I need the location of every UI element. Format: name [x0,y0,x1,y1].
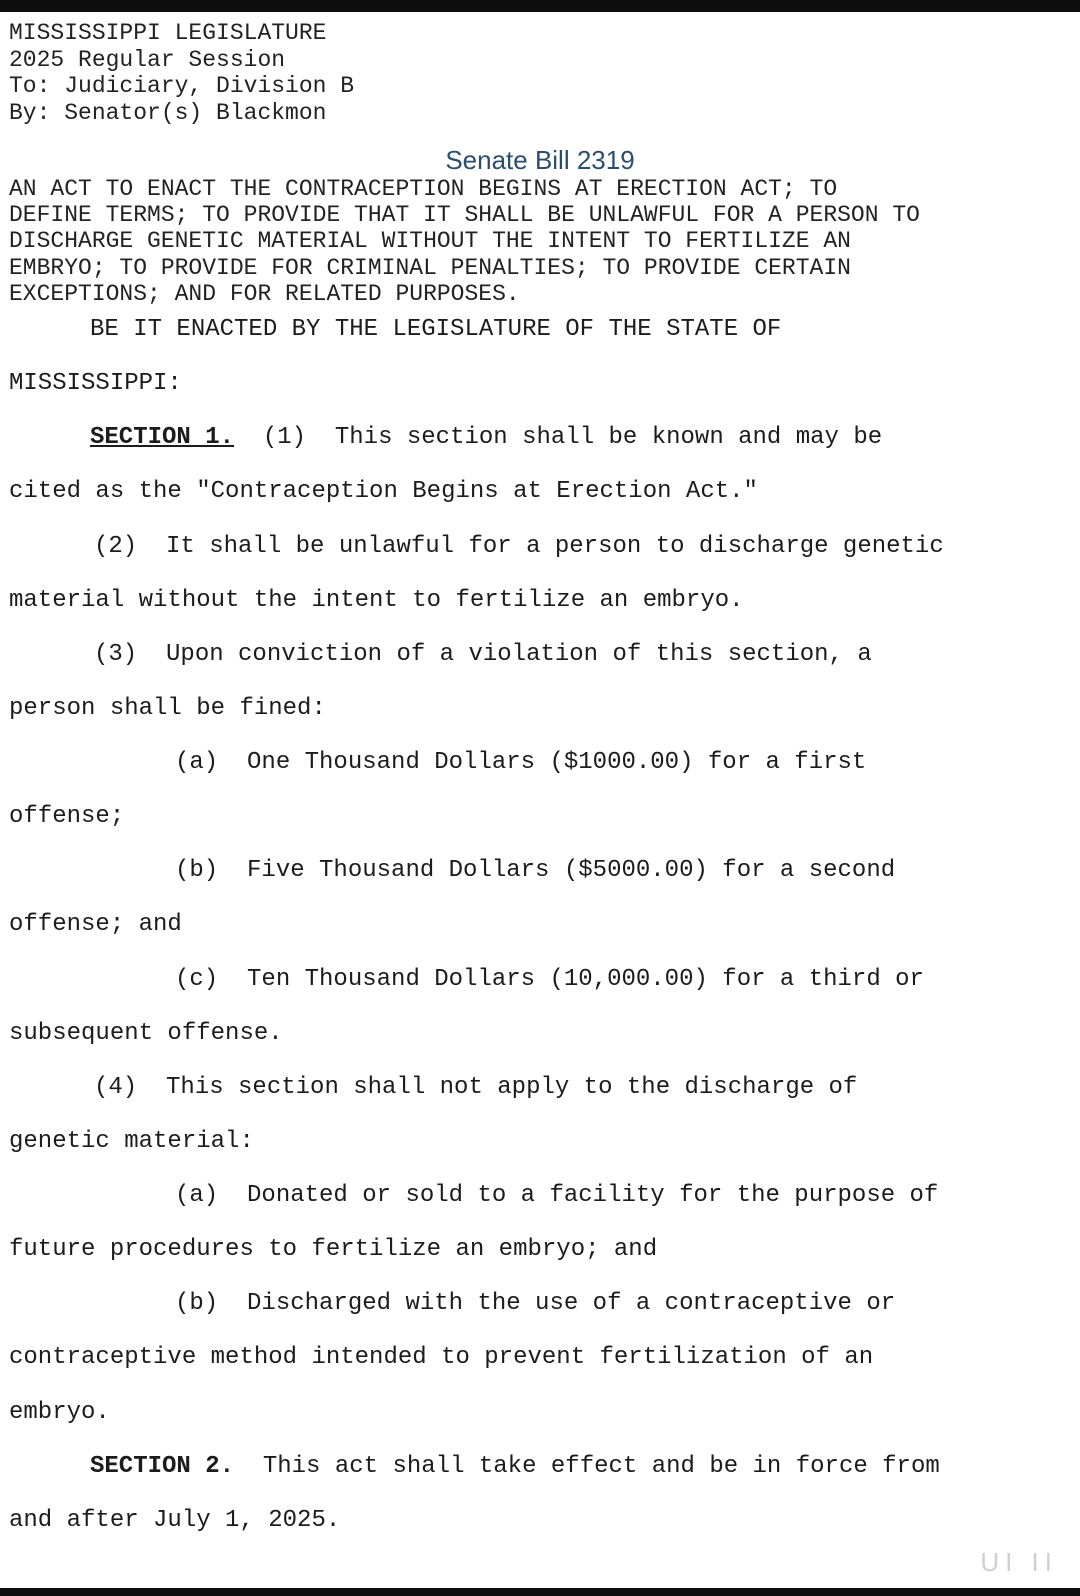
header-sponsor: By: Senator(s) Blackmon [9,99,327,126]
bill-title: Senate Bill 2319 [445,145,635,175]
subsection-4-line: (4) This section shall not apply to the discharge of [94,1074,858,1101]
penalty-a-line: (a) One Thousand Dollars ($1000.00) for a first [175,749,867,776]
penalty-b-line: (b) Five Thousand Dollars ($5000.00) for a second [175,857,896,884]
caption-line: EMBRYO; TO PROVIDE FOR CRIMINAL PENALTIES; TO PROVIDE CERTAIN [9,254,851,281]
enacting-clause-line: MISSISSIPPI: [9,370,182,397]
subsection-3-line: (3) Upon conviction of a violation of this section, a [94,641,872,668]
subsection-2-line: (2) It shall be unlawful for a person to discharge genetic [94,533,944,560]
watermark: UI II [980,1547,1058,1577]
subsection-4-line: genetic material: [9,1128,254,1155]
section-1-text: (1) This section shall be known and may be [262,424,883,451]
caption-line: EXCEPTIONS; AND FOR RELATED PURPOSES. [9,280,520,307]
enacting-clause-line: BE IT ENACTED BY THE LEGISLATURE OF THE STATE OF [90,316,782,343]
top-border [0,0,1080,12]
penalty-c-line: (c) Ten Thousand Dollars (10,000.00) for a third or [175,966,924,993]
penalty-a-line: offense; [9,803,125,830]
caption-line: DISCHARGE GENETIC MATERIAL WITHOUT THE INTENT TO FERTILIZE AN [9,228,851,255]
penalty-c-line: subsequent offense. [9,1020,283,1047]
document-header [9,20,354,126]
section-2-intro [90,1453,940,1481]
caption-line: AN ACT TO ENACT THE CONTRACEPTION BEGINS AT ERECTION ACT; TO [9,176,838,202]
section-1-heading: SECTION 1. [90,424,235,451]
subsection-2-line: material without the intent to fertilize an embryo. [9,587,744,614]
section-1-line: cited as the "Contraception Begins at Erection Act." [9,478,758,505]
penalty-b-line: offense; and [9,911,182,938]
exception-a-line: (a) Donated or sold to a facility for the purpose of [175,1182,939,1209]
section-2-heading: SECTION 2. [90,1453,235,1480]
header-committee: To: Judiciary, Division B [9,73,355,99]
exception-b-line: contraceptive method intended to prevent fertilization of an [9,1344,874,1371]
section-2-text: This act shall take effect and be in force from [262,1453,940,1480]
caption-line: DEFINE TERMS; TO PROVIDE THAT IT SHALL BE UNLAWFUL FOR A PERSON TO [9,202,920,229]
section-1-intro [90,424,882,452]
exception-b-line: (b) Discharged with the use of a contraceptive or [175,1290,896,1317]
exception-b-line: embryo. [9,1399,110,1426]
bill-caption [9,176,920,307]
bottom-border [0,1588,1080,1596]
subsection-3-line: person shall be fined: [9,695,326,722]
header-legislature: MISSISSIPPI LEGISLATURE [9,20,327,46]
section-2-line: and after July 1, 2025. [9,1507,341,1534]
exception-a-line: future procedures to fertilize an embryo; and [9,1236,658,1263]
header-session: 2025 Regular Session [9,46,286,73]
